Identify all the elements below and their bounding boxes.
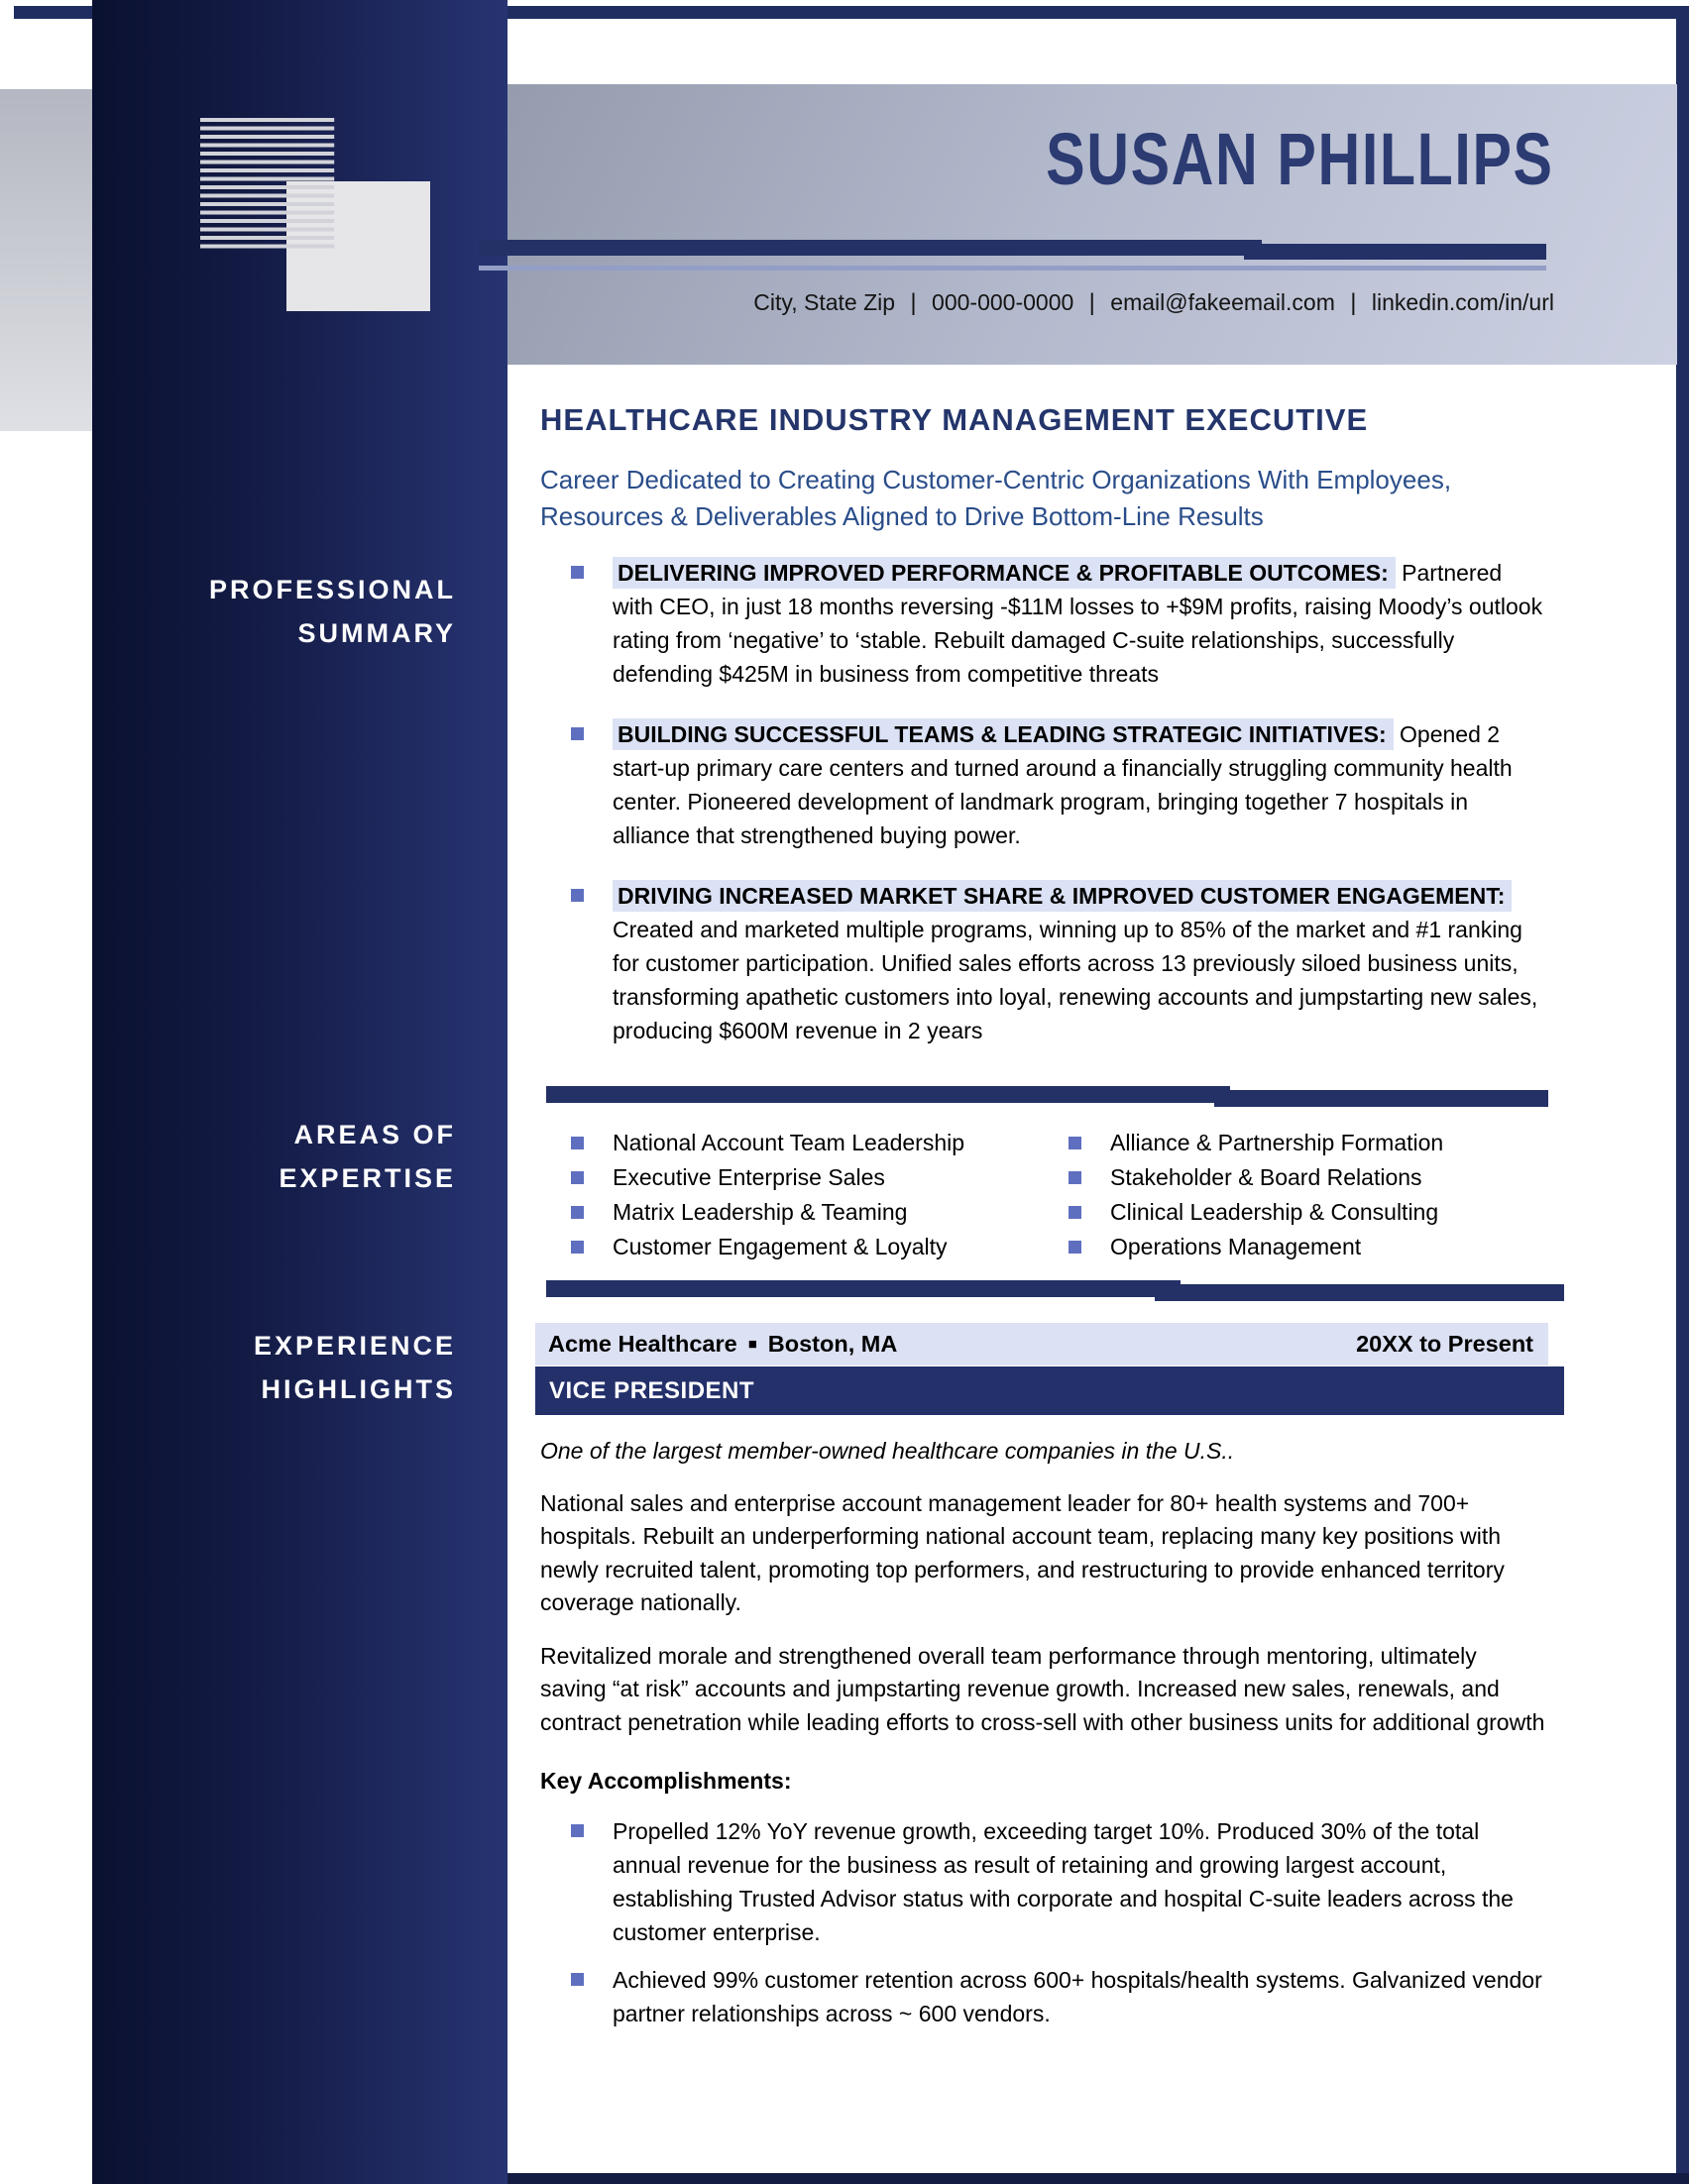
bullet-square-icon (571, 1137, 584, 1149)
sidebar-heading-line: SUMMARY (297, 618, 456, 648)
bullet-square-icon (571, 727, 584, 740)
professional-summary-list (540, 556, 1548, 1074)
resume-headline: HEALTHCARE INDUSTRY MANAGEMENT EXECUTIVE (540, 402, 1369, 437)
page-border-right (1676, 6, 1689, 2184)
expertise-label: Alliance & Partnership Formation (1110, 1130, 1444, 1155)
contact-separator: | (1088, 289, 1095, 316)
expertise-item (1038, 1160, 1535, 1195)
bullet-square-icon (571, 1973, 584, 1986)
expertise-column-1 (540, 1126, 1038, 1264)
name-underline-thick (479, 240, 1262, 256)
experience-paragraph: Revitalized morale and strengthened overall team performance through mentoring, ultimately saving “at risk” accounts and jumpstarting revenue growth. Increased new sales, renewals, and contract penetration while leading efforts to cross-sell with other business units for additional growth (540, 1642, 1545, 1735)
section-divider (546, 1086, 1230, 1103)
accomplishment-text: Achieved 99% customer retention across 600+ hospitals/health systems. Galvanized vendor partner relationships across ~ 600 vendors. (613, 1966, 1542, 2026)
job-title-bar (535, 1366, 1564, 1415)
expertise-label: Customer Engagement & Loyalty (613, 1234, 948, 1259)
summary-item-text: Partnered with CEO, in just 18 months reversing -$11M losses to +$9M profits, raising Moody’s outlook rating from ‘negative’ to ‘stable. Rebuilt damaged C-suite relationships, successfully defending $425M in business from competitive threats (613, 560, 1543, 687)
candidate-name: SUSAN PHILLIPS (1046, 118, 1554, 200)
expertise-item (540, 1126, 1038, 1160)
bullet-square-icon (571, 1241, 584, 1254)
section-divider-segment (1155, 1284, 1564, 1301)
bullet-square-icon (1069, 1171, 1081, 1184)
bullet-square-icon (571, 889, 584, 902)
expertise-label: Operations Management (1110, 1234, 1362, 1259)
expertise-label: Executive Enterprise Sales (613, 1164, 885, 1190)
bullet-square-icon (571, 1171, 584, 1184)
employer-name: Acme Healthcare (548, 1331, 737, 1357)
expertise-column-2 (1038, 1126, 1535, 1264)
contact-line (753, 289, 1554, 317)
sidebar-heading-professional-summary (209, 568, 456, 655)
section-divider (546, 1280, 1181, 1297)
sidebar-heading-line: AREAS OF (293, 1120, 456, 1149)
employer-location: Boston, MA (767, 1331, 898, 1357)
square-separator-icon: ■ (747, 1336, 757, 1353)
bullet-square-icon (571, 1824, 584, 1837)
sidebar-heading-areas-of-expertise (279, 1113, 456, 1200)
resume-subtitle: Career Dedicated to Creating Customer-Centric Organizations With Employees, Resources & Deliverables Aligned to Drive Bottom-Line Results (540, 465, 1452, 531)
contact-linkedin: linkedin.com/in/url (1371, 289, 1554, 315)
summary-item (540, 717, 1548, 852)
employment-dates: 20XX to Present (1356, 1331, 1533, 1357)
expertise-label: Matrix Leadership & Teaming (613, 1199, 908, 1225)
expertise-item (540, 1230, 1038, 1264)
bullet-square-icon (1069, 1241, 1081, 1254)
experience-body (540, 1435, 1548, 2044)
name-underline-thick-segment (1244, 244, 1546, 260)
bullet-square-icon (1069, 1137, 1081, 1149)
expertise-label: Stakeholder & Board Relations (1110, 1164, 1422, 1190)
summary-item-text: Created and marketed multiple programs, winning up to 85% of the market and #1 ranking for customer participation. Unified sales efforts across 13 previously siloed business units, transforming apathetic customers into loyal, renewing accounts and jumpstarting new sales, producing $600M revenue in 2 years (613, 917, 1538, 1043)
company-tagline: One of the largest member-owned healthcare companies in the U.S.. (540, 1438, 1235, 1464)
bullet-square-icon (1069, 1206, 1081, 1219)
accomplishment-item (540, 1963, 1548, 2030)
sidebar-heading-experience-highlights (254, 1324, 456, 1411)
expertise-label: Clinical Leadership & Consulting (1110, 1199, 1439, 1225)
employer-header-bar (535, 1323, 1548, 1365)
summary-item (540, 556, 1548, 691)
name-underline-thin (479, 266, 1546, 271)
sidebar-heading-line: PROFESSIONAL (208, 575, 456, 604)
experience-paragraph: National sales and enterprise account management leader for 80+ health systems and 700+ hospitals. Rebuilt an underperforming national account team, replacing many key positions with newly recruited talent, promoting top performers, and restructuring to provide enhanced territory coverage nationally. (540, 1489, 1505, 1615)
expertise-item (1038, 1195, 1535, 1230)
contact-phone: 000-000-0000 (932, 289, 1074, 315)
sidebar-heading-line: HIGHLIGHTS (261, 1374, 456, 1404)
sidebar (92, 0, 507, 2184)
summary-item-title: DRIVING INCREASED MARKET SHARE & IMPROVED CUSTOMER ENGAGEMENT: (613, 880, 1512, 912)
accomplishment-text: Propelled 12% YoY revenue growth, exceeding target 10%. Produced 30% of the total annual revenue for the business as result of retaining and growing largest account, establishing Trusted Advisor status with corporate and hospital C-suite leaders across the customer enterprise. (613, 1817, 1514, 1945)
sidebar-heading-line: EXPERTISE (279, 1163, 456, 1193)
left-gray-strip (0, 89, 92, 431)
summary-item-title: DELIVERING IMPROVED PERFORMANCE & PROFITABLE OUTCOMES: (613, 557, 1396, 589)
expertise-item (540, 1195, 1038, 1230)
contact-email: email@fakeemail.com (1110, 289, 1335, 315)
job-title: VICE PRESIDENT (549, 1376, 755, 1404)
key-accomplishments-heading: Key Accomplishments: (540, 1768, 792, 1794)
contact-separator: | (910, 289, 917, 316)
bullet-square-icon (571, 1206, 584, 1219)
summary-item-text: Opened 2 start-up primary care centers and turned around a financially struggling community health center. Pioneered development of landmark program, bringing together 7 hospitals in alliance that strengthened buying power. (613, 721, 1513, 848)
employer-name-location (535, 1331, 897, 1358)
areas-of-expertise-list (540, 1126, 1548, 1264)
summary-item (540, 879, 1548, 1047)
expertise-item (1038, 1126, 1535, 1160)
expertise-label: National Account Team Leadership (613, 1130, 965, 1155)
expertise-item (1038, 1230, 1535, 1264)
accomplishment-item (540, 1814, 1548, 1949)
section-divider-segment (1214, 1090, 1548, 1107)
contact-separator: | (1350, 289, 1357, 316)
summary-item-title: BUILDING SUCCESSFUL TEAMS & LEADING STRATEGIC INITIATIVES: (613, 718, 1394, 750)
contact-location: City, State Zip (753, 289, 896, 315)
bullet-square-icon (571, 566, 584, 579)
sidebar-heading-line: EXPERIENCE (253, 1331, 456, 1361)
expertise-item (540, 1160, 1038, 1195)
